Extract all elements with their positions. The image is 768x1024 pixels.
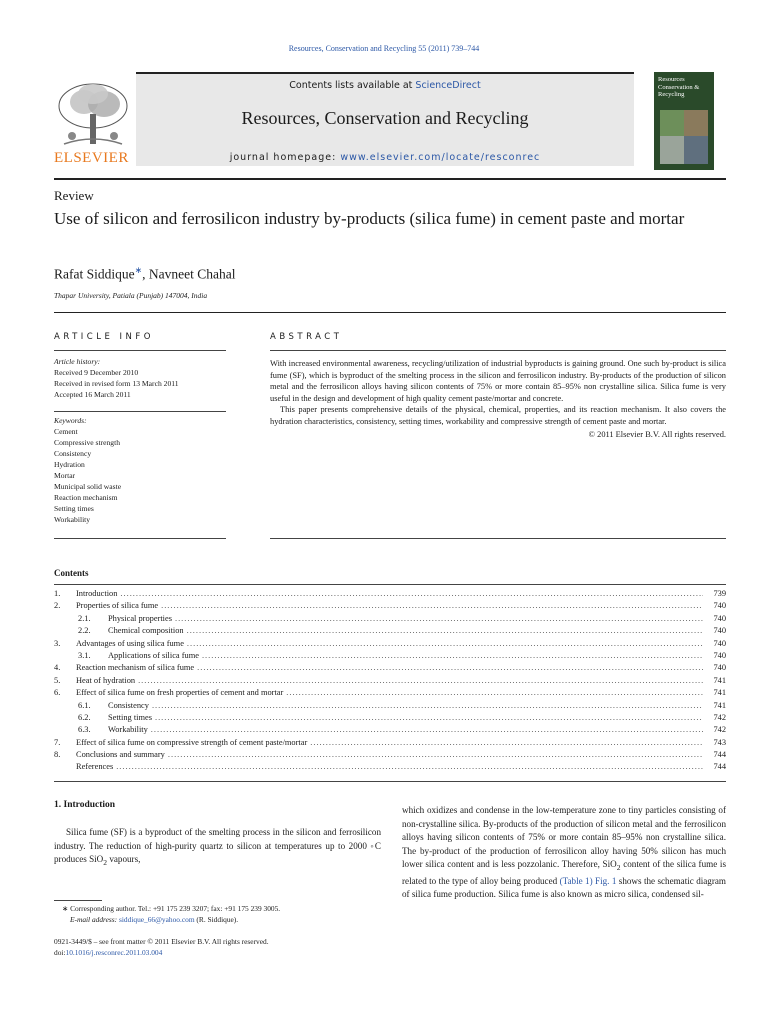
table-of-contents <box>54 589 726 775</box>
toc-label[interactable]: References <box>76 762 114 772</box>
keywords-rule <box>54 411 226 412</box>
toc-page-number[interactable]: 741 <box>713 700 726 710</box>
history-item: Received 9 December 2010 <box>54 368 139 377</box>
doi-link[interactable]: 10.1016/j.resconrec.2011.03.004 <box>65 948 163 957</box>
toc-label[interactable]: Effect of silica fume on fresh properties of cement and mortar <box>76 688 284 698</box>
cover-title: Resources Conservation & Recycling <box>658 76 700 98</box>
toc-page-number[interactable]: 741 <box>713 688 726 698</box>
journal-citation[interactable]: Resources, Conservation and Recycling 55 (2011) 739–744 <box>288 44 480 53</box>
toc-leader-dots <box>168 750 703 759</box>
history-item: Received in revised form 13 March 2011 <box>54 379 179 388</box>
toc-number: 6.2. <box>78 712 91 722</box>
email-suffix: (R. Siddique). <box>194 915 239 924</box>
toc-label[interactable]: Introduction <box>76 589 118 598</box>
toc-page-number[interactable]: 740 <box>713 663 726 673</box>
keyword: Municipal solid waste <box>54 482 122 491</box>
keyword: Cement <box>54 427 78 436</box>
doi-prefix: doi: <box>54 948 66 957</box>
journal-homepage <box>136 152 634 163</box>
toc-page-number[interactable]: 740 <box>713 650 726 660</box>
footnote-mark: ∗ <box>62 904 69 913</box>
article-info-rule <box>54 350 226 351</box>
toc-entry[interactable] <box>54 589 726 601</box>
contents-prefix: Contents lists available at <box>289 80 416 91</box>
article-title: Use of silicon and ferrosilicon industry by-products (silica fume) in cement paste and mortar <box>54 209 685 228</box>
toc-label[interactable]: Reaction mechanism of silica fume <box>76 663 195 673</box>
abstract-heading: ABSTRACT <box>270 332 343 342</box>
keyword: Reaction mechanism <box>54 493 118 502</box>
intro-right-paragraph <box>402 804 726 902</box>
toc-entry[interactable] <box>54 626 726 638</box>
toc-number: 6.1. <box>78 700 91 710</box>
subscript: 2 <box>103 858 108 867</box>
toc-label[interactable]: Properties of silica fume <box>76 601 159 611</box>
abstract-paragraph: With increased environmental awareness, recycling/utilization of industrial byproducts is gaining ground. One such by-product is silica fume (SF), which is byproduct of the smelting process in the silicon and ferrosilicon industry. By-products of the production of silicon metal and the ferrosilicon alloys having silicon contents of 75% or more contain 85–95% non crystalline silica. Silica fume is very useful in the design and development of high quality cement paste/mortar and concrete. <box>270 359 726 403</box>
toc-leader-dots <box>120 589 703 598</box>
toc-leader-dots <box>116 762 703 771</box>
toc-entry[interactable] <box>54 688 726 700</box>
toc-leader-dots <box>138 676 703 685</box>
toc-label[interactable]: Conclusions and summary <box>76 750 165 760</box>
contents-rule <box>54 584 726 585</box>
intro-text: content of the silica fume is related to the type of alloy being produced <box>402 859 726 886</box>
toc-number: 2.2. <box>78 626 91 636</box>
front-matter <box>54 936 454 958</box>
toc-leader-dots <box>197 663 703 672</box>
abstract-rule <box>270 350 726 351</box>
article-type: Review <box>54 188 94 203</box>
keyword: Compressive strength <box>54 438 121 447</box>
article-history <box>54 356 226 400</box>
toc-entry[interactable] <box>54 738 726 750</box>
toc-entry[interactable] <box>54 762 726 774</box>
heading-rule <box>54 312 726 313</box>
journal-title: Resources, Conservation and Recycling <box>241 108 529 128</box>
author-list <box>54 265 236 283</box>
toc-number: 4. <box>54 663 61 673</box>
intro-text: which oxidizes and condense in the low-temperature zone to tiny particles consisting of non-crystalline silica. By-products of the production of silicon metal and the ferrosilicon alloys having silicon contents of 75% or more contain 85–95% non crystalline silica. The by-product of the production of ferrosilicon alloy having 50% silicon has much lower silica content and is less pozzolanic. Therefore, SiO <box>402 805 726 870</box>
toc-leader-dots <box>202 651 703 660</box>
history-item: Accepted 16 March 2011 <box>54 390 131 399</box>
toc-number: 6. <box>54 688 61 698</box>
toc-page-number[interactable]: 742 <box>713 725 726 735</box>
toc-number: 8. <box>54 750 61 760</box>
abstract-bottom-rule <box>270 538 726 539</box>
author-name: Rafat Siddique <box>54 266 135 282</box>
toc-page-number[interactable]: 740 <box>713 613 726 623</box>
email-label: E-mail address: <box>70 915 119 924</box>
article-info-heading: ARTICLE INFO <box>54 332 154 342</box>
toc-page-number[interactable]: 741 <box>713 675 726 685</box>
toc-number: 3.1. <box>78 650 91 660</box>
intro-text: Silica fume (SF) is a byproduct of the smelting process in the silicon and ferrosilicon industry. The reduction of high-purity quartz to silicon at temperatures up to 2000 ◦C produces SiO <box>54 827 381 865</box>
toc-page-number[interactable]: 744 <box>713 762 726 772</box>
toc-label[interactable]: Workability <box>108 725 148 735</box>
toc-leader-dots <box>310 738 703 747</box>
affiliation: Thapar University, Patiala (Punjab) 147004, India <box>54 291 208 300</box>
toc-page-number[interactable]: 744 <box>713 750 726 760</box>
section-heading: 1. Introduction <box>54 800 116 810</box>
footnote <box>62 903 382 925</box>
toc-label[interactable]: Effect of silica fume on compressive strength of cement paste/mortar <box>76 737 308 747</box>
toc-leader-dots <box>187 626 703 635</box>
toc-page-number[interactable]: 740 <box>713 626 726 636</box>
toc-label[interactable]: Chemical composition <box>108 626 184 636</box>
toc-page-number[interactable]: 740 <box>713 601 726 611</box>
abstract-paragraph: This paper presents comprehensive details of the physical, chemical, properties, and its reaction mechanism. It also covers the hydration characteristics, consistency, setting times, workability and compressive strength of cement paste and mortar. <box>270 405 726 426</box>
sciencedirect-link[interactable]: ScienceDirect <box>415 80 481 91</box>
article-info-bottom-rule <box>54 538 226 539</box>
toc-label[interactable]: Physical properties <box>108 613 172 623</box>
toc-leader-dots <box>161 601 703 610</box>
keyword: Hydration <box>54 460 85 469</box>
keyword: Workability <box>54 515 91 524</box>
footnote-text: Corresponding author. Tel.: +91 175 239 3207; fax: +91 175 239 3005. <box>70 904 281 913</box>
toc-number: 3. <box>54 638 61 648</box>
toc-label[interactable]: Consistency <box>108 700 149 710</box>
toc-label[interactable]: Setting times <box>108 712 152 722</box>
toc-leader-dots <box>152 701 703 710</box>
toc-leader-dots <box>155 713 703 722</box>
table-reference-link[interactable]: (Table 1) <box>559 875 593 886</box>
author-name: Navneet Chahal <box>148 266 236 282</box>
keyword: Consistency <box>54 449 92 458</box>
toc-number: 5. <box>54 675 61 685</box>
toc-number: 6.3. <box>78 725 91 735</box>
publisher-wordmark: ELSEVIER <box>54 150 129 166</box>
toc-label[interactable]: Heat of hydration <box>76 675 136 685</box>
contents-bottom-rule <box>54 781 726 782</box>
toc-page-number[interactable]: 739 <box>713 589 726 598</box>
footnote-rule <box>54 900 102 901</box>
contents-heading: Contents <box>54 568 89 578</box>
toc-label[interactable]: Applications of silica fume <box>108 650 199 660</box>
toc-number: 7. <box>54 737 61 747</box>
corresponding-mark[interactable]: ∗ <box>134 265 143 275</box>
toc-number: 2.1. <box>78 613 91 623</box>
journal-cover-image <box>654 72 714 170</box>
toc-entry[interactable] <box>54 639 726 651</box>
toc-entry[interactable] <box>54 701 726 713</box>
toc-entry[interactable] <box>54 651 726 663</box>
homepage-prefix: journal homepage: <box>229 152 341 163</box>
figure-reference-link[interactable]: Fig. 1 <box>595 875 617 886</box>
intro-text: shows the schematic diagram of silica fume production. Silica fume is also known as micro silica, condensed sil- <box>402 875 726 900</box>
toc-page-number[interactable]: 740 <box>713 638 726 648</box>
intro-text: vapours, <box>107 854 141 865</box>
copyright: © 2011 Elsevier B.V. All rights reserved. <box>588 429 726 439</box>
toc-leader-dots <box>175 614 703 623</box>
keyword: Mortar <box>54 471 76 480</box>
header-bottom-rule <box>54 178 726 180</box>
toc-entry[interactable] <box>54 614 726 626</box>
toc-leader-dots <box>187 639 703 648</box>
history-label: Article history: <box>54 357 101 366</box>
toc-number: 2. <box>54 601 61 611</box>
cover-photo-collage <box>660 110 708 164</box>
keyword: Setting times <box>54 504 94 513</box>
toc-page-number[interactable]: 743 <box>713 737 726 747</box>
homepage-link[interactable]: www.elsevier.com/locate/resconrec <box>340 152 541 163</box>
toc-leader-dots <box>286 688 703 697</box>
author-email-link[interactable]: siddique_66@yahoo.com <box>119 915 195 924</box>
issn-line: 0921-3449/$ – see front matter © 2011 Elsevier B.V. All rights reserved. <box>54 937 269 946</box>
toc-page-number[interactable]: 742 <box>713 712 726 722</box>
contents-availability <box>136 80 634 91</box>
toc-number: 1. <box>54 589 61 598</box>
subscript: 2 <box>616 863 621 873</box>
toc-leader-dots <box>151 725 703 734</box>
toc-entry[interactable] <box>54 750 726 762</box>
keywords-list <box>54 415 226 525</box>
toc-entry[interactable] <box>54 663 726 675</box>
keywords-label: Keywords: <box>54 416 87 425</box>
toc-entry[interactable] <box>54 601 726 613</box>
intro-left-paragraph <box>54 826 381 870</box>
abstract-body <box>270 358 726 440</box>
toc-entry[interactable] <box>54 713 726 725</box>
toc-entry[interactable] <box>54 725 726 737</box>
author-separator: , <box>142 266 149 282</box>
toc-label[interactable]: Advantages of using silica fume <box>76 638 184 648</box>
toc-entry[interactable] <box>54 676 726 688</box>
